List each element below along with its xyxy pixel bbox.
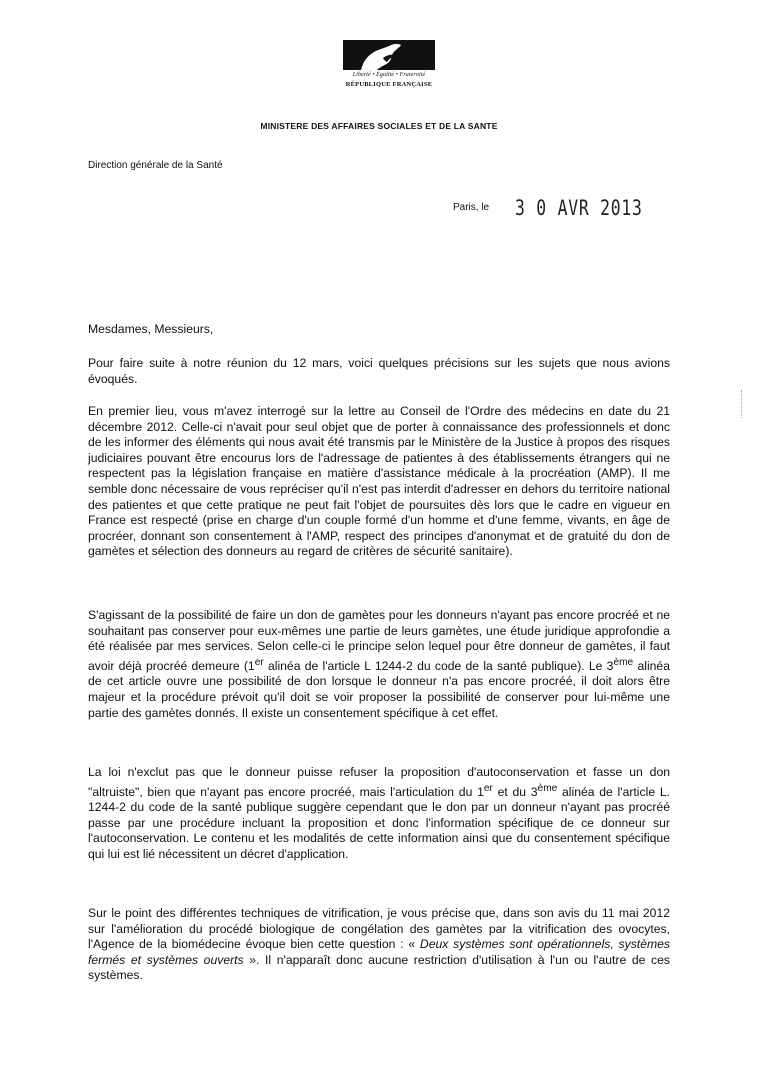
superscript: ème [537,782,558,794]
superscript: ème [613,656,634,668]
superscript: er [483,782,493,794]
quoted-text: Deux systèmes sont opérationnels, systèmes fermés et systèmes ouverts [88,937,670,967]
marianne-emblem [343,40,435,70]
paragraph-text: La loi n'exclut pas que le donneur puisse refuser la proposition d'autoconservation et fasse un don "altruiste", bien que n'ayant pas encore procréé, mais l'articulation du 1 [88,765,670,799]
margin-mark [741,390,743,418]
paragraph-text: ». Il n'apparaît donc aucune restriction d'utilisation à l'un ou l'autre de ces systèmes. [88,952,670,983]
paragraph-ordre-letter: En premier lieu, vous m'avez interrogé sur la lettre au Conseil de l'Ordre des médecins en date du 21 décembre 2012. Celle-ci n'avait pour seul objet que de porter à connaissance des professionnels et donc de les informer des éléments qui nous avait été transmis par le Ministère de la Justice à propos des risques judiciaires pouvant être encourus lors de l'adressage de patientes à des établissements étrangers qui ne respectent pas la législation française en matière d'assistance médicale à la procréation (AMP). Il me semble donc nécessaire de vous repréciser qu'il n'est pas interdit d'adresser en dehors du territoire national des patientes et que cette pratique ne peut fait l'objet de poursuites dès lors que le cadre en vigueur en France est respecté (prise en charge d'un couple formé d'un homme et d'une femme, vivants, en âge de procréer, donnant son consentement à l'AMP, respect des principes d'anonymat et de gratuité du don de gamètes et sélection des donneurs au regard de critères de sécurité sanitaire). [88,404,670,559]
direction-label: Direction générale de la Santé [88,160,223,171]
paragraph-text: alinéa de cet article ouvre une possibilité de don lorsque le donneur n'a pas encore procréé, il doit alors être majeur et la procédure prévoit qu'il doit se voir proposer la possibilité de conserver pour lui-même une partie des gamètes donnés. Il existe un consentement spécifique à cet effet. [88,658,670,720]
ministry-title: MINISTERE DES AFFAIRES SOCIALES ET DE LA SANTE [260,121,498,131]
paragraph-text: Sur le point des différentes techniques de vitrification, je vous précise que, dans son avis du 11 mai 2012 sur l'amélioration du procédé biologique de congélation des gamètes par la vitrification des ovocytes, l'Agence de la biomédecine évoque bien cette question : « [88,906,670,952]
paragraph-vitrification [88,906,670,984]
paragraph-text: S'agissant de la possibilité de faire un don de gamètes pour les donneurs n'ayant pas encore procréé et ne souhaitant pas conserver pour eux-mêmes une partie de leurs gamètes, une étude juridique approfondie a été réalisée par mes services. Selon celle-ci le principe selon lequel pour être donneur de gamètes, il faut avoir déjà procréé demeure (1 [88,608,670,673]
republic-motto: Liberté • Égalité • Fraternité [352,72,426,78]
paragraph-gamete-donation [88,608,670,721]
marianne-logo-icon [343,40,435,96]
paragraph-text: alinéa de l'article L 1244-2 du code de la santé publique). Le 3 [263,658,614,673]
paragraph-text: et du 3 [492,784,538,799]
salutation: Mesdames, Messieurs, [88,322,214,336]
place-label: Paris, le [453,202,490,213]
paragraph-meeting: Pour faire suite à notre réunion du 12 mars, voici quelques précisions sur les sujets que nous avions évoqués. [88,356,670,386]
republique-francaise-label: RÉPUBLIQUE FRANÇAISE [345,81,433,88]
date-stamp: 3 0 AVR 2013 [515,196,643,220]
superscript: er [254,656,264,668]
paragraph-text: alinéa de l'article L. 1244-2 du code de la santé publique suggère cependant que le don par un donneur n'ayant pas procréé passe par une procédure incluant la proposition et donc l'information spécifique de ce donneur sur l'autoconservation. Le contenu et les modalités de cette information ainsi que du consentement spécifique qui lui est lié nécessitent un décret d'application. [88,784,670,862]
paragraph-altruistic-donation [88,765,670,863]
